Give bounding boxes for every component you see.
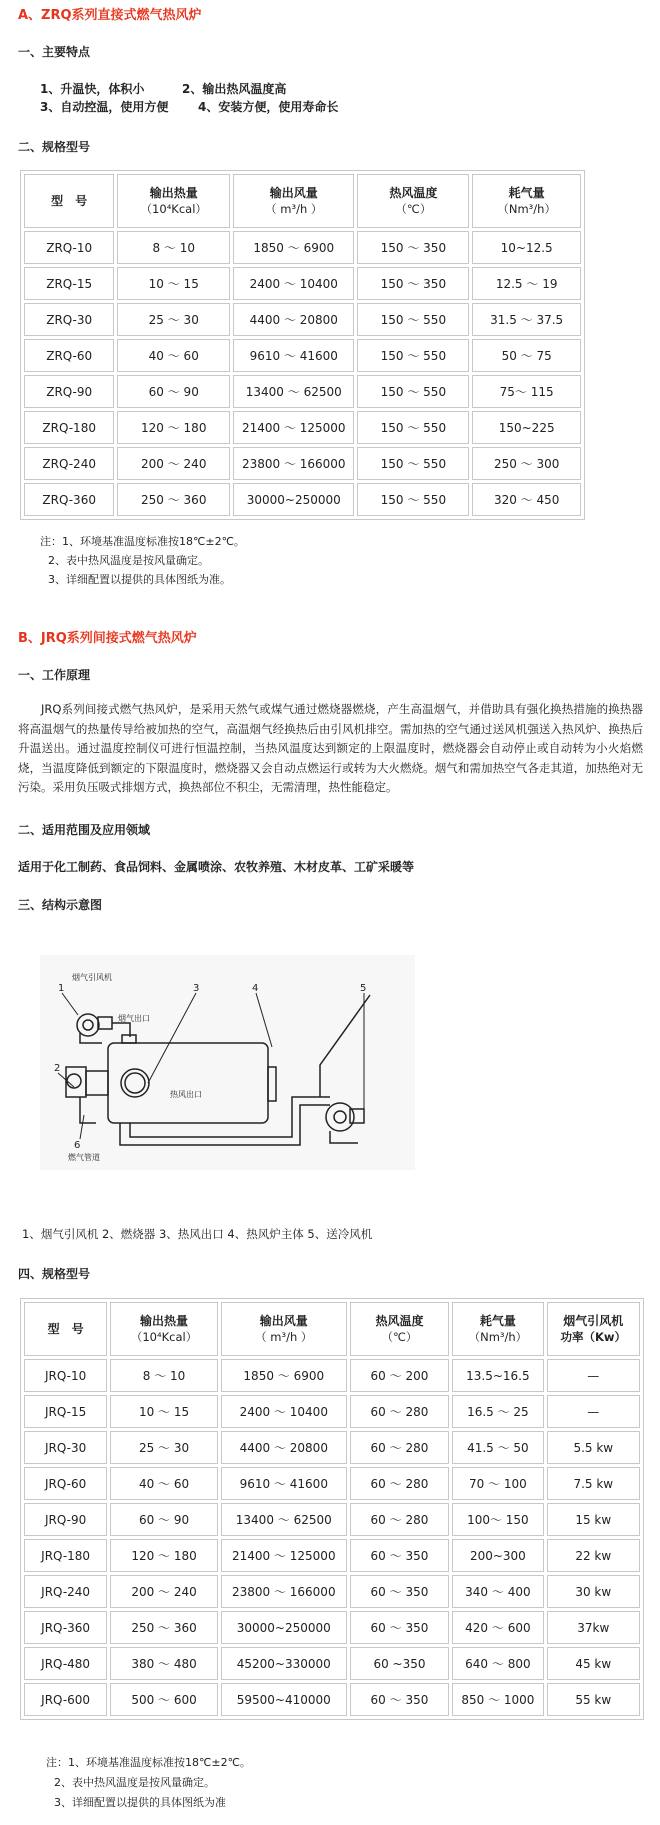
header-gas-consumption xyxy=(452,1302,543,1356)
cell: 250 ～ 360 xyxy=(110,1611,218,1644)
cell: 8 ～ 10 xyxy=(117,231,230,264)
flue-stub xyxy=(122,1035,136,1043)
cell: 320 ～ 450 xyxy=(472,483,581,516)
hot-air-outlet-text: 热风出口 xyxy=(170,1090,202,1099)
cell: 150~225 xyxy=(472,411,581,444)
gas-pipe xyxy=(80,1097,96,1123)
cell: 30000~250000 xyxy=(221,1611,347,1644)
cell: 31.5 ～ 37.5 xyxy=(472,303,581,336)
spec-heading-b: 四、规格型号 xyxy=(18,1267,91,1281)
header-label: 型 号 xyxy=(51,194,88,208)
cell: 41.5 ～ 50 xyxy=(452,1431,543,1464)
note-line: 3、详细配置以提供的具体图纸为准 xyxy=(54,1796,226,1809)
cell: 60 ～ 280 xyxy=(350,1467,449,1500)
cell: 23800 ～ 166000 xyxy=(233,447,354,480)
cell: JRQ-60 xyxy=(24,1467,107,1500)
cell: 120 ～ 180 xyxy=(110,1539,218,1572)
callout-number: 1 xyxy=(58,983,65,994)
cell: JRQ-360 xyxy=(24,1611,107,1644)
cell: JRQ-10 xyxy=(24,1359,107,1392)
scope-heading: 二、适用范围及应用领域 xyxy=(18,823,151,837)
cell: 16.5 ～ 25 xyxy=(452,1395,543,1428)
furnace-drawing xyxy=(66,995,370,1145)
header-unit: （Nm³/h） xyxy=(468,1330,528,1344)
cell: 500 ～ 600 xyxy=(110,1683,218,1716)
principle-heading: 一、工作原理 xyxy=(18,668,91,682)
header-unit: （Nm³/h） xyxy=(497,202,556,216)
cell: 9610 ～ 41600 xyxy=(233,339,354,372)
header-label: 输出热量 xyxy=(149,186,198,200)
cell: 250 ～ 300 xyxy=(472,447,581,480)
cell: 70 ～ 100 xyxy=(452,1467,543,1500)
cell: 1850 ～ 6900 xyxy=(221,1359,347,1392)
base-frame xyxy=(120,1105,330,1145)
callout-number: 4 xyxy=(252,983,259,994)
structure-heading: 三、结构示意图 xyxy=(18,898,103,912)
cell: 120 ～ 180 xyxy=(117,411,230,444)
principle-paragraph: JRQ系列间接式燃气热风炉，是采用天然气或煤气通过燃烧器燃烧，产生高温烟气，并借助具有强化换热措施的换热器将高温烟气的热量传导给被加热的空气，高温烟气经换热后由引风机排空。需加热的空气通过送风机强送入热风炉、换热后升温送出。通过温度控制仪可进行恒温控制，当热风温度达到额定的上限温度时，燃烧器会自动停止或自动转为小火焰燃烧，当温度降低到额定的下限温度时，燃烧器又会自动点燃运行或转为大火燃烧。烟气和需加热空气各走其道，加热绝对无污染。采用负压吸式排烟方式，换热部位不积尘，无需清理，热性能稳定。 xyxy=(18,702,643,794)
cell: ZRQ-360 xyxy=(24,483,114,516)
table-row xyxy=(24,1683,640,1716)
table-row xyxy=(24,231,581,264)
cell: 55 kw xyxy=(547,1683,640,1716)
table-row xyxy=(24,339,581,372)
header-gas-consumption xyxy=(472,174,581,228)
cell: 150 ～ 550 xyxy=(357,447,469,480)
cell: 10 ～ 15 xyxy=(117,267,230,300)
cell: 150 ～ 550 xyxy=(357,339,469,372)
features-heading: 一、主要特点 xyxy=(18,45,91,59)
cell: ZRQ-15 xyxy=(24,267,114,300)
table-row xyxy=(24,375,581,408)
cell: 200 ～ 240 xyxy=(117,447,230,480)
header-air-volume xyxy=(233,174,354,228)
cell: 50 ～ 75 xyxy=(472,339,581,372)
cell: 15 kw xyxy=(547,1503,640,1536)
header-heat-output xyxy=(117,174,230,228)
note-line: 注：1、环境基准温度标准按18℃±2℃。 xyxy=(40,535,245,548)
note-line: 2、表中热风温度是按风量确定。 xyxy=(54,1776,215,1789)
zrq-spec-table xyxy=(20,170,585,520)
feature-item: 1、升温快，体积小 xyxy=(40,82,145,96)
table-header-row xyxy=(24,1302,640,1356)
header-unit: （10⁴Kcal） xyxy=(140,202,207,216)
header-label: 热风温度 xyxy=(375,1314,424,1328)
cell: 60 ~350 xyxy=(350,1647,449,1680)
table-row xyxy=(24,1539,640,1572)
header-model xyxy=(24,1302,107,1356)
header-label: 型 号 xyxy=(47,1322,84,1336)
header-air-volume xyxy=(221,1302,347,1356)
header-label: 烟气引风机 xyxy=(563,1314,624,1328)
header-label: 输出风量 xyxy=(269,186,318,200)
cell: 45200~330000 xyxy=(221,1647,347,1680)
header-unit: （ m³/h ） xyxy=(255,1330,313,1344)
cell: 10~12.5 xyxy=(472,231,581,264)
cell: 5.5 kw xyxy=(547,1431,640,1464)
cell: 150 ～ 550 xyxy=(357,483,469,516)
flue-fan-hub xyxy=(83,1020,93,1030)
cell: 60 ～ 350 xyxy=(350,1575,449,1608)
header-unit: （℃） xyxy=(395,202,432,216)
note-line: 2、表中热风温度是按风量确定。 xyxy=(48,554,209,567)
cell: JRQ-30 xyxy=(24,1431,107,1464)
header-unit: 功率（Kw） xyxy=(560,1330,627,1344)
leader-lines xyxy=(58,993,364,1139)
note-line: 3、详细配置以提供的具体图纸为准。 xyxy=(48,573,231,586)
cell: JRQ-480 xyxy=(24,1647,107,1680)
cell: 250 ～ 360 xyxy=(117,483,230,516)
cell: 59500~410000 xyxy=(221,1683,347,1716)
cell: 45 kw xyxy=(547,1647,640,1680)
leader-line xyxy=(62,993,78,1015)
flue-outlet-text: 烟气出口 xyxy=(118,1014,150,1023)
cell: 40 ～ 60 xyxy=(110,1467,218,1500)
cell: 60 ～ 90 xyxy=(117,375,230,408)
cell: 850 ～ 1000 xyxy=(452,1683,543,1716)
scope-text: 适用于化工制药、食品饲料、金属喷涂、农牧养殖、木材皮革、工矿采暖等 xyxy=(18,860,415,874)
note-line: 注：1、环境基准温度标准按18℃±2℃。 xyxy=(46,1756,251,1769)
cell: ZRQ-60 xyxy=(24,339,114,372)
flue-fan-housing xyxy=(77,1014,99,1036)
cold-air-duct xyxy=(320,995,370,1097)
cell: 13400 ～ 62500 xyxy=(221,1503,347,1536)
cell: 60 ～ 90 xyxy=(110,1503,218,1536)
cell: 150 ～ 550 xyxy=(357,303,469,336)
cell: JRQ-90 xyxy=(24,1503,107,1536)
cell: ZRQ-240 xyxy=(24,447,114,480)
structure-diagram xyxy=(40,955,415,1170)
header-hot-air-temp xyxy=(350,1302,449,1356)
cell: 2400 ～ 10400 xyxy=(233,267,354,300)
cell: 13400 ～ 62500 xyxy=(233,375,354,408)
cell: 2400 ～ 10400 xyxy=(221,1395,347,1428)
cell: ZRQ-10 xyxy=(24,231,114,264)
gas-inlet-text: 燃气管道 xyxy=(68,1153,100,1162)
cell: 640 ～ 800 xyxy=(452,1647,543,1680)
cell: 10 ～ 15 xyxy=(110,1395,218,1428)
section-a-title: A、ZRQ系列直接式燃气热风炉 xyxy=(18,8,202,23)
furnace-body xyxy=(108,1043,268,1123)
cell: 60 ～ 280 xyxy=(350,1431,449,1464)
burner-nozzle xyxy=(86,1071,108,1095)
flue-fan-outlet xyxy=(98,1017,112,1029)
header-unit: （10⁴Kcal） xyxy=(130,1330,198,1344)
cold-air-fan-hub xyxy=(334,1111,346,1123)
callout-number: 2 xyxy=(54,1063,61,1074)
feature-item: 4、安装方便，使用寿命长 xyxy=(198,100,339,114)
cell: 21400 ～ 125000 xyxy=(221,1539,347,1572)
fan-label-text: 烟气引风机 xyxy=(72,973,112,982)
cell: JRQ-180 xyxy=(24,1539,107,1572)
cell: 1850 ～ 6900 xyxy=(233,231,354,264)
table-row xyxy=(24,1611,640,1644)
header-unit: （ m³/h ） xyxy=(265,202,323,216)
header-label: 耗气量 xyxy=(508,186,545,200)
cell: JRQ-15 xyxy=(24,1395,107,1428)
jrq-spec-table xyxy=(20,1298,644,1720)
cell: 200 ～ 240 xyxy=(110,1575,218,1608)
cell: 340 ～ 400 xyxy=(452,1575,543,1608)
table-row xyxy=(24,1575,640,1608)
cell: 21400 ～ 125000 xyxy=(233,411,354,444)
callout-number: 3 xyxy=(193,983,200,994)
cell: 60 ～ 280 xyxy=(350,1503,449,1536)
cell: 25 ～ 30 xyxy=(117,303,230,336)
cell: JRQ-240 xyxy=(24,1575,107,1608)
table-row xyxy=(24,1359,640,1392)
cold-air-fan-base xyxy=(330,1131,358,1143)
spec-heading-a: 二、规格型号 xyxy=(18,140,91,154)
header-label: 热风温度 xyxy=(389,186,438,200)
cell: ZRQ-90 xyxy=(24,375,114,408)
cell: 30 kw xyxy=(547,1575,640,1608)
header-label: 输出热量 xyxy=(140,1314,189,1328)
cell: 60 ～ 200 xyxy=(350,1359,449,1392)
cell: 60 ～ 350 xyxy=(350,1539,449,1572)
header-model xyxy=(24,174,114,228)
header-unit: （℃） xyxy=(381,1330,418,1344)
section-b-title: B、JRQ系列间接式燃气热风炉 xyxy=(18,631,197,646)
table-row xyxy=(24,303,581,336)
cell: 22 kw xyxy=(547,1539,640,1572)
feature-item: 2、输出热风温度高 xyxy=(182,82,287,96)
callout-number: 6 xyxy=(74,1140,81,1151)
cell: 150 ～ 550 xyxy=(357,411,469,444)
cell: ZRQ-180 xyxy=(24,411,114,444)
cell: JRQ-600 xyxy=(24,1683,107,1716)
header-hot-air-temp xyxy=(357,174,469,228)
cell: 150 ～ 550 xyxy=(357,375,469,408)
structure-diagram-svg xyxy=(40,955,415,1170)
cell: 40 ～ 60 xyxy=(117,339,230,372)
cell: 4400 ～ 20800 xyxy=(233,303,354,336)
cell: 200~300 xyxy=(452,1539,543,1572)
hot-air-outlet-inner xyxy=(125,1073,145,1093)
header-heat-output xyxy=(110,1302,218,1356)
cell: 75～ 115 xyxy=(472,375,581,408)
cell: 25 ～ 30 xyxy=(110,1431,218,1464)
cell: 100～ 150 xyxy=(452,1503,543,1536)
feature-item: 3、自动控温，使用方便 xyxy=(40,100,169,114)
cell: ZRQ-30 xyxy=(24,303,114,336)
table-row xyxy=(24,267,581,300)
diagram-legend: 1、烟气引风机 2、燃烧器 3、热风出口 4、热风炉主体 5、送冷风机 xyxy=(22,1227,373,1241)
leader-line xyxy=(256,993,272,1047)
cell: 4400 ～ 20800 xyxy=(221,1431,347,1464)
burner-fan xyxy=(67,1074,81,1088)
right-flange xyxy=(268,1067,276,1101)
cell: 12.5 ～ 19 xyxy=(472,267,581,300)
cell: 420 ～ 600 xyxy=(452,1611,543,1644)
cell: — xyxy=(547,1395,640,1428)
table-row xyxy=(24,1647,640,1680)
cell: 150 ～ 350 xyxy=(357,267,469,300)
cell: 60 ～ 350 xyxy=(350,1611,449,1644)
cell: 7.5 kw xyxy=(547,1467,640,1500)
cell: 380 ～ 480 xyxy=(110,1647,218,1680)
cell: 9610 ～ 41600 xyxy=(221,1467,347,1500)
table-row xyxy=(24,1395,640,1428)
header-flue-fan-power xyxy=(547,1302,640,1356)
table-row xyxy=(24,1503,640,1536)
cell: 30000~250000 xyxy=(233,483,354,516)
cell: 8 ～ 10 xyxy=(110,1359,218,1392)
cell: — xyxy=(547,1359,640,1392)
cell: 150 ～ 350 xyxy=(357,231,469,264)
table-row xyxy=(24,1431,640,1464)
table-row xyxy=(24,483,581,516)
cell: 37kw xyxy=(547,1611,640,1644)
table-row xyxy=(24,411,581,444)
table-header-row xyxy=(24,174,581,228)
cell: 13.5~16.5 xyxy=(452,1359,543,1392)
leader-line xyxy=(148,993,196,1083)
cell: 23800 ～ 166000 xyxy=(221,1575,347,1608)
callout-number: 5 xyxy=(360,983,367,994)
table-row xyxy=(24,447,581,480)
cell: 60 ～ 350 xyxy=(350,1683,449,1716)
table-row xyxy=(24,1467,640,1500)
header-label: 输出风量 xyxy=(259,1314,308,1328)
header-label: 耗气量 xyxy=(479,1314,516,1328)
cell: 60 ～ 280 xyxy=(350,1395,449,1428)
